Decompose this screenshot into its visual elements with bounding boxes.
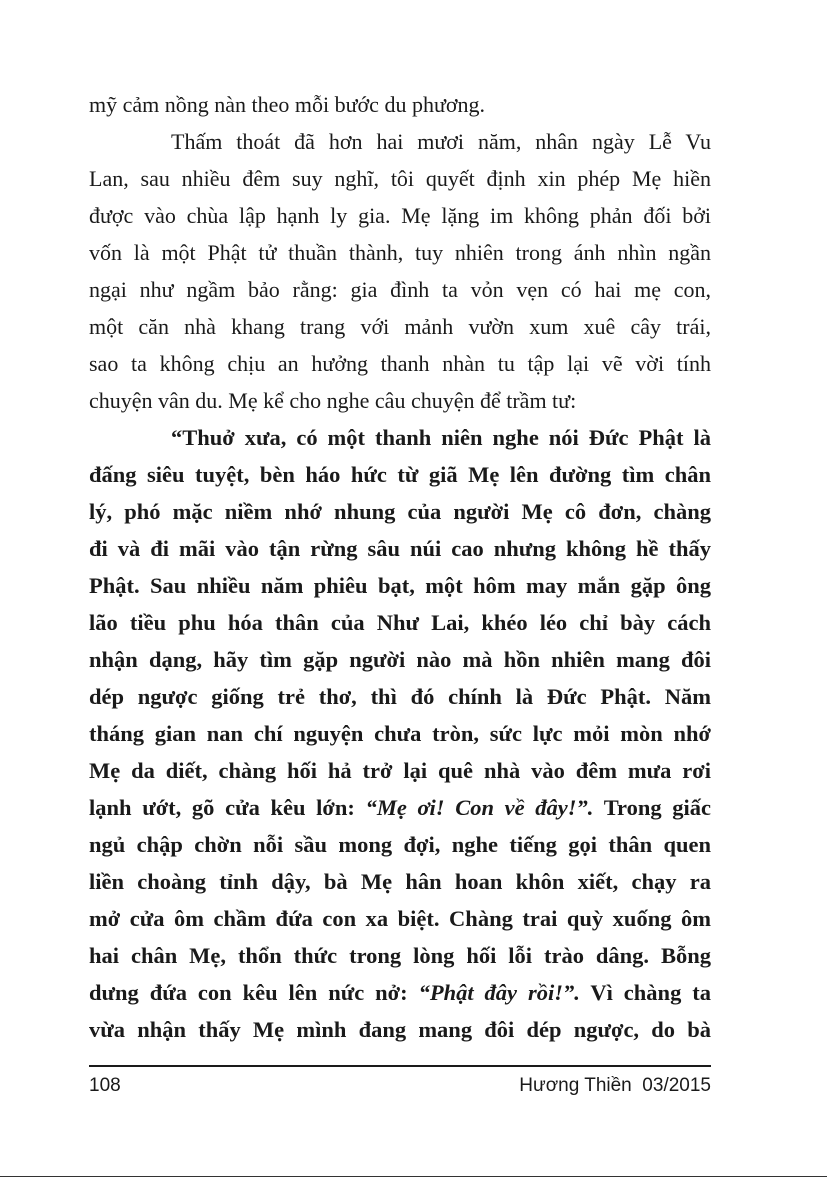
quote-line: đấng siêu tuyệt, bèn háo hức từ giã Mẹ lên đường tìm chân [89, 462, 711, 487]
footer-source: Hương Thiền 03/2015 [519, 1075, 711, 1096]
quote-line [89, 789, 711, 826]
quote-line: nhận dạng, hãy tìm gặp người nào mà hồn nhiên mang đôi [89, 647, 711, 672]
text-line: sao ta không chịu an hưởng thanh nhàn tu tập lại vẽ vời tính [89, 351, 711, 376]
text-line: được vào chùa lập hạnh ly gia. Mẹ lặng im không phản đối bởi [89, 203, 711, 228]
quote-speech: “Mẹ ơi! Con về đây!”. [365, 795, 594, 820]
text-line: mỹ cảm nồng nàn theo mỗi bước du phương. [89, 92, 485, 117]
text-line: một căn nhà khang trang với mảnh vườn xum xuê cây trái, [89, 314, 711, 339]
quote-line: Phật. Sau nhiều năm phiêu bạt, một hôm may mắn gặp ông [89, 573, 711, 598]
quote-line: mở cửa ôm chầm đứa con xa biệt. Chàng trai quỳ xuống ôm [89, 906, 711, 931]
page-edge [0, 1176, 827, 1177]
text-line: Lan, sau nhiều đêm suy nghĩ, tôi quyết định xin phép Mẹ hiền [89, 166, 711, 191]
quote-line: lý, phó mặc niềm nhớ nhung của người Mẹ cô đơn, chàng [89, 499, 711, 524]
quote-line: lão tiều phu hóa thân của Như Lai, khéo léo chỉ bày cách [89, 610, 711, 635]
text-line: Thấm thoát đã hơn hai mươi năm, nhân ngày Lễ Vu [171, 129, 711, 154]
quote-text: lạnh ướt, gõ cửa kêu lớn: [89, 795, 355, 820]
quote-line: Mẹ da diết, chàng hối hả trở lại quê nhà vào đêm mưa rơi [89, 758, 711, 783]
quote-line: liền choàng tỉnh dậy, bà Mẹ hân hoan khôn xiết, chạy ra [89, 869, 711, 894]
body-text [89, 86, 711, 1048]
text-line: chuyện vân du. Mẹ kể cho nghe câu chuyện để trầm tư: [89, 388, 577, 413]
quote-text: dưng đứa con kêu lên nức nở: [89, 980, 408, 1005]
text-line: ngại như ngầm bảo rằng: gia đình ta vỏn vẹn có hai mẹ con, [89, 277, 711, 302]
footer-divider [89, 1065, 711, 1067]
quote-line: ngủ chập chờn nỗi sầu mong đợi, nghe tiếng gọi thân quen [89, 832, 711, 857]
quote-line: tháng gian nan chí nguyện chưa tròn, sức lực mỏi mòn nhớ [89, 721, 711, 746]
quote-text: Vì chàng ta [590, 980, 711, 1005]
quote-line: vừa nhận thấy Mẹ mình đang mang đôi dép ngược, do bà [89, 1017, 711, 1042]
text-line: vốn là một Phật tử thuần thành, tuy nhiên trong ánh nhìn ngần [89, 240, 711, 265]
quote-speech: “Phật đây rồi!”. [418, 980, 580, 1005]
quote-text: Trong giấc [603, 795, 711, 820]
quote-line: dép ngược giống trẻ thơ, thì đó chính là Đức Phật. Năm [89, 684, 711, 709]
page-number: 108 [89, 1075, 121, 1096]
quote-line: đi và đi mãi vào tận rừng sâu núi cao nhưng không hề thấy [89, 536, 711, 561]
quote-line: “Thuở xưa, có một thanh niên nghe nói Đức Phật là [171, 425, 711, 450]
quote-line [89, 974, 711, 1011]
quote-line: hai chân Mẹ, thổn thức trong lòng hối lỗi trào dâng. Bỗng [89, 943, 711, 968]
